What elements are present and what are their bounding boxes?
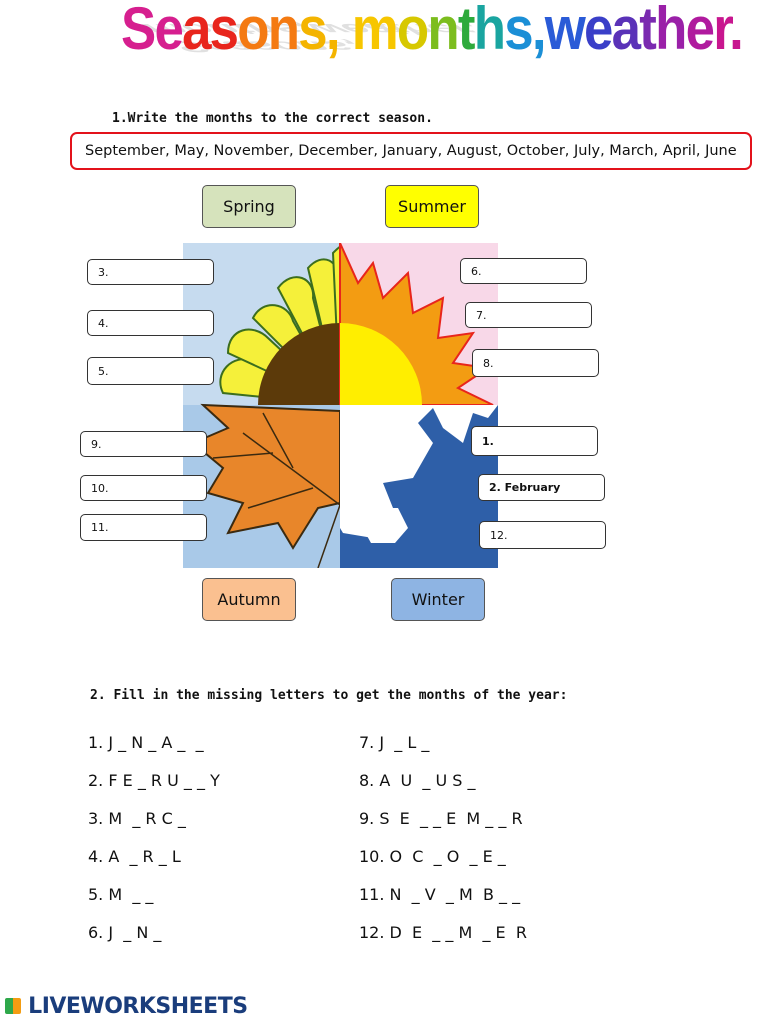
fill-item-9[interactable]: 9. S E _ _ E M _ _ R bbox=[359, 809, 523, 828]
fill-item-5[interactable]: 5. M _ _ bbox=[88, 885, 154, 904]
answer-box-9[interactable]: 9. bbox=[80, 431, 207, 457]
fill-item-6[interactable]: 6. J _ N _ bbox=[88, 923, 162, 942]
answer-box-2[interactable]: 2. February bbox=[478, 474, 605, 501]
page-title-wordart bbox=[95, 0, 743, 90]
answer-box-6[interactable]: 6. bbox=[460, 258, 587, 284]
liveworksheets-logo-text: LIVEWORKSHEETS bbox=[28, 994, 248, 1019]
answer-box-8[interactable]: 8. bbox=[472, 349, 599, 377]
winter-label: Winter bbox=[391, 578, 485, 621]
word-bank bbox=[70, 132, 752, 170]
fill-item-1[interactable]: 1. J _ N _ A _ _ bbox=[88, 733, 204, 752]
fill-item-4[interactable]: 4. A _ R _ L bbox=[88, 847, 181, 866]
fill-item-10[interactable]: 10. O C _ O _ E _ bbox=[359, 847, 506, 866]
answer-box-10[interactable]: 10. bbox=[80, 475, 207, 501]
spring-label: Spring bbox=[202, 185, 296, 228]
answer-box-1[interactable]: 1. bbox=[471, 426, 598, 456]
fill-item-2[interactable]: 2. F E _ R U _ _ Y bbox=[88, 771, 220, 790]
answer-box-5[interactable]: 5. bbox=[87, 357, 214, 385]
fill-item-7[interactable]: 7. J _ L _ bbox=[359, 733, 430, 752]
fill-item-8[interactable]: 8. A U _ U S _ bbox=[359, 771, 476, 790]
question-2-heading: 2. Fill in the missing letters to get the months of the year: bbox=[90, 688, 568, 703]
answer-box-7[interactable]: 7. bbox=[465, 302, 592, 328]
liveworksheets-logo-icon bbox=[5, 998, 21, 1014]
answer-box-12[interactable]: 12. bbox=[479, 521, 606, 549]
fill-item-11[interactable]: 11. N _ V _ M B _ _ bbox=[359, 885, 521, 904]
answer-box-4[interactable]: 4. bbox=[87, 310, 214, 336]
question-1-heading: 1.Write the months to the correct season. bbox=[112, 111, 433, 126]
page-title: Seasons, months,weather. bbox=[121, 0, 743, 62]
answer-box-3[interactable]: 3. bbox=[87, 259, 214, 285]
seasons-illustration bbox=[183, 243, 498, 568]
liveworksheets-logo[interactable] bbox=[5, 994, 248, 1019]
fill-item-3[interactable]: 3. M _ R C _ bbox=[88, 809, 186, 828]
title-shadow: Seasons, months,weather. bbox=[132, 20, 494, 55]
word-bank-text: September, May, November, December, January, August, October, July, March, April, June bbox=[85, 143, 737, 159]
answer-box-11[interactable]: 11. bbox=[80, 514, 207, 541]
autumn-label: Autumn bbox=[202, 578, 296, 621]
fill-item-12[interactable]: 12. D E _ _ M _ E R bbox=[359, 923, 527, 942]
summer-label: Summer bbox=[385, 185, 479, 228]
